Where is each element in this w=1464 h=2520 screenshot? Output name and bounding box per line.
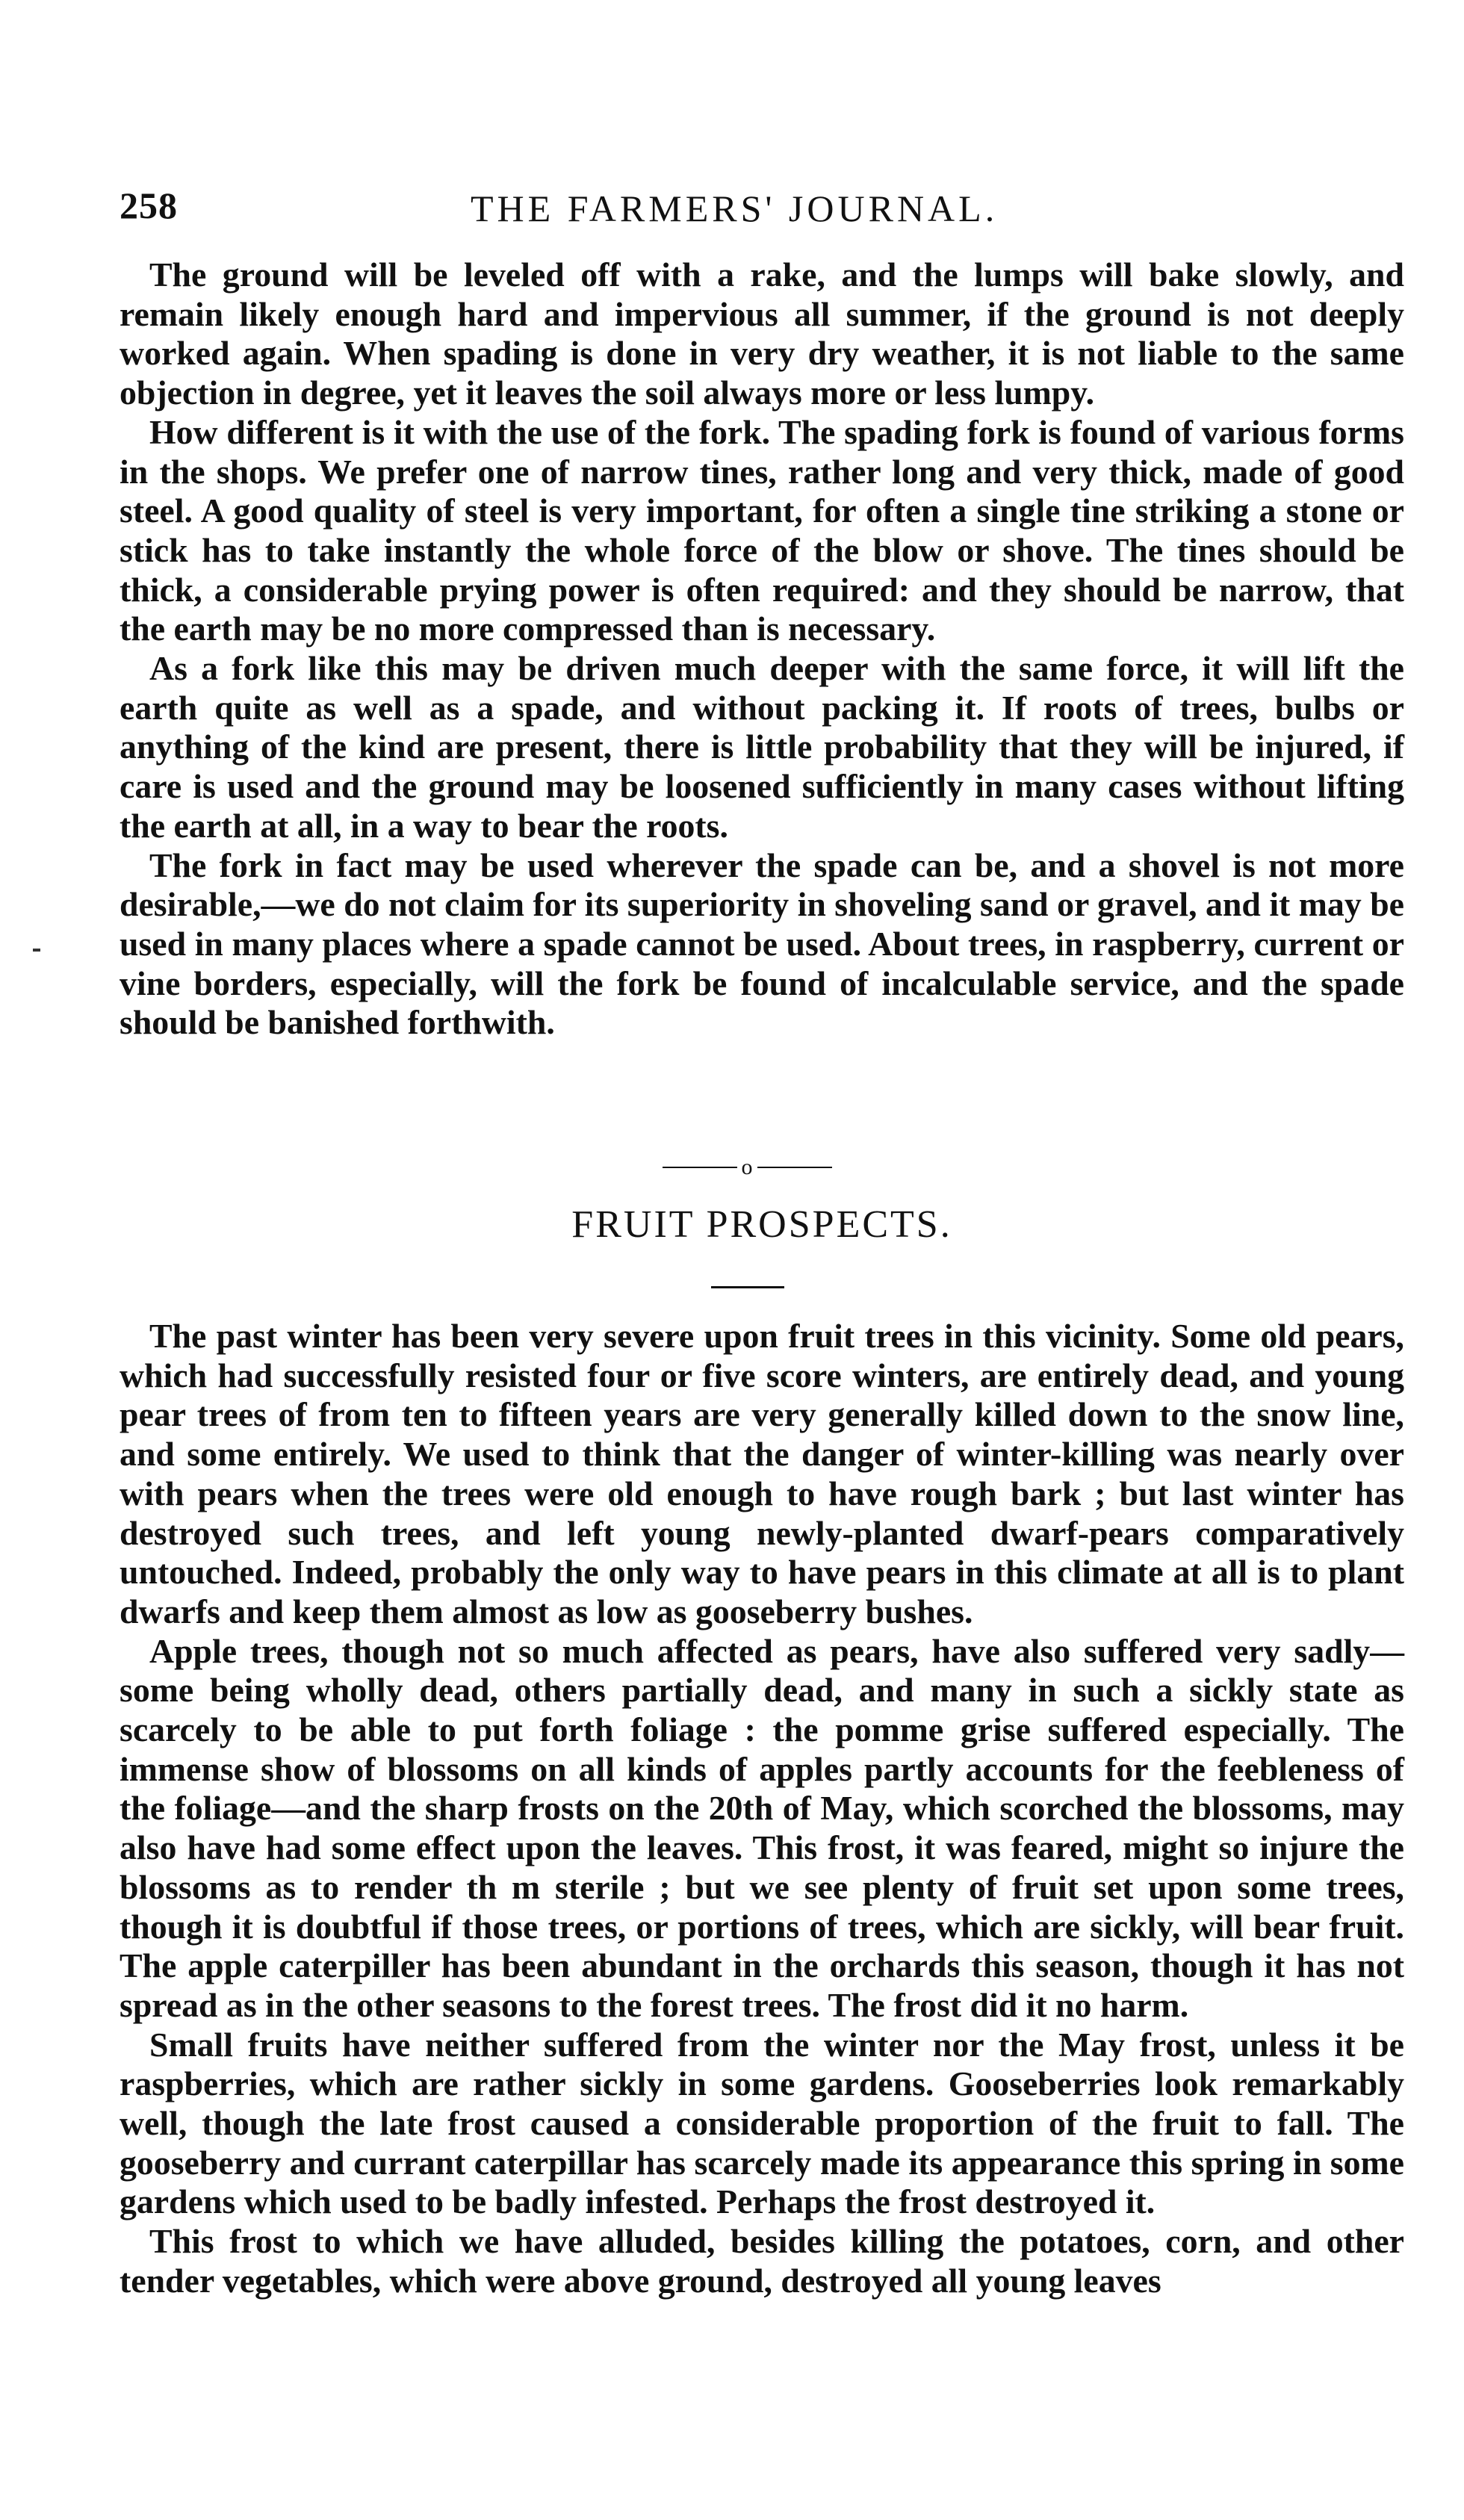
page-header xyxy=(120,184,1404,243)
section-title: FRUIT PROSPECTS. xyxy=(571,1203,952,1246)
section-divider xyxy=(620,1156,874,1179)
article-fork-text xyxy=(120,255,1404,1043)
article-fruit-prospects-text xyxy=(120,1317,1404,2301)
paragraph: Small fruits have neither suffered from the winter nor the May frost, unless it be raspberries, which are rather sickly in some gardens. Gooseberries look remarkably well, though the late frost caused a considerable proportion of the fruit to fall. The gooseberry and currant caterpillar has scarcely made its appearance this spring in some gardens which used to be badly infested. Perhaps the frost destroyed it. xyxy=(120,2025,1404,2221)
paragraph: How different is it with the use of the fork. The spading fork is found of various forms in the shops. We prefer one of narrow tines, rather long and very thick, made of good steel. A good quality of steel is very important, for often a single tine striking a stone or stick has to take instantly the whole force of the blow or shove. The tines should be thick, a considerable prying power is often required: and they should be narrow, that the earth may be no more compressed than is necessary. xyxy=(120,412,1404,648)
running-title: THE FARMERS' JOURNAL. xyxy=(471,187,999,229)
page-number: 258 xyxy=(120,184,178,226)
divider-mark: o xyxy=(741,1155,753,1179)
paragraph: The fork in fact may be used wherever the spade can be, and a shovel is not more desirable,—we do not claim for its superiority in shoveling sand or gravel, and it may be used in many places where a spade cannot be used. About trees, in raspberry, current or vine borders, especially, will the fork be found of incalculable service, and the spade should be banished forthwith. xyxy=(120,845,1404,1042)
paragraph: As a fork like this may be driven much deeper with the same force, it will lift the earth quite as well as a spade, and without packing it. If roots of trees, bulbs or anything of the kind are present, there is little probability that they will be injured, if care is used and the ground may be loosened sufficiently in many cases without lifting the earth at all, in a way to bear the roots. xyxy=(120,649,1404,845)
paragraph: This frost to which we have alluded, besides killing the potatoes, corn, and other tender vegetables, which were above ground, destroyed all young leaves xyxy=(120,2222,1404,2300)
paragraph: The past winter has been very severe upon fruit trees in this vicinity. Some old pears, which had successfully resisted four or five score winters, are entirely dead, and young pear trees of from ten to fifteen years are very generally killed down to the snow line, and some entirely. We used to think that the danger of winter-killing was nearly over with pears when the trees were old enough to have rough bark ; but last winter has destroyed such trees, and left young newly-planted dwarf-pears comparatively untouched. Indeed, probably the only way to have pears in this climate at all is to plant dwarfs and keep them almost as low as gooseberry bushes. xyxy=(120,1317,1404,1630)
paragraph: Apple trees, though not so much affected as pears, have also suffered very sadly—some being wholly dead, others partially dead, and many in such a sickly state as scarcely to be able to put forth foliage : the pomme grise suffered especially. The immense show of blossoms on all kinds of apples partly accounts for the feebleness of the foliage—and the sharp frosts on the 20th of May, which scorched the blossoms, may also have had some effect upon the leaves. This frost, it was feared, might so injure the blossoms as to render th m sterile ; but we see plenty of fruit set upon some trees, though it is doubtful if those trees, or portions of trees, which are sickly, will bear fruit. The apple caterpiller has been abundant in the orchards this season, though it has not spread as in the other seasons to the forest trees. The frost did it no harm. xyxy=(120,1631,1404,2024)
title-underline-rule xyxy=(711,1286,784,1288)
divider-rule-left xyxy=(663,1167,737,1168)
paragraph: The ground will be leveled off with a rake, and the lumps will bake slowly, and remain likely enough hard and impervious all summer, if the ground is not deeply worked again. When spading is done in very dry weather, it is not liable to the same objection in degree, yet it leaves the soil always more or less lumpy. xyxy=(120,255,1404,412)
margin-speck xyxy=(33,949,40,952)
divider-rule-right xyxy=(757,1167,832,1168)
